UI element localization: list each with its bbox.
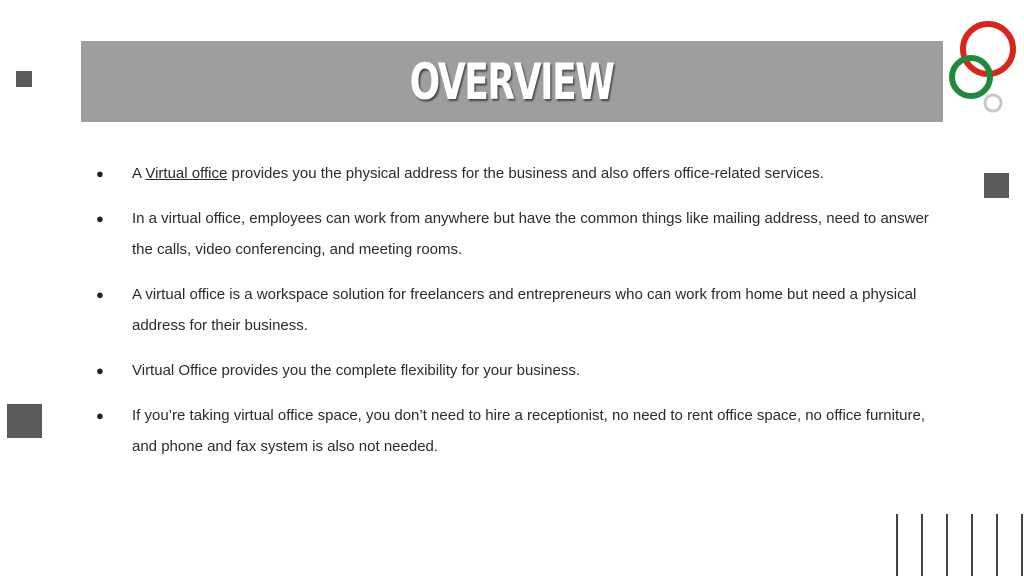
decorative-square-bottom-left — [7, 404, 42, 438]
bullet-dot: ● — [96, 408, 104, 423]
decorative-square-top-left — [16, 71, 32, 87]
bullet-dot: ● — [96, 166, 104, 181]
bullet-prefix: A — [132, 165, 146, 182]
bullet-text: If you’re taking virtual office space, you don’t need to hire a receptionist, no need to rent office space, no office furniture, and phone and fax system is also not needed. — [132, 407, 925, 455]
bullet-dot: ● — [96, 363, 104, 378]
virtual-office-link[interactable]: Virtual office — [145, 165, 228, 182]
bullet-text: Virtual Office provides you the complete flexibility for your business. — [132, 362, 580, 379]
decorative-vertical-lines — [894, 514, 1024, 576]
bullet-text: A virtual office is a workspace solution for freelancers and entrepreneurs who can work from home but need a physical address for their business. — [132, 286, 917, 334]
bullet-dot: ● — [96, 211, 104, 226]
bullet-item — [96, 158, 946, 189]
bullet-item — [96, 355, 946, 386]
decorative-square-right — [984, 173, 1009, 198]
bullet-suffix: provides you the physical address for the business and also offers office-related services. — [227, 165, 824, 182]
bullet-text: In a virtual office, employees can work from anywhere but have the common things like mailing address, need to answer the calls, video conferencing, and meeting rooms. — [132, 210, 929, 258]
bullet-list — [96, 158, 946, 476]
slide-title: OVERVIEW — [410, 52, 614, 111]
bullet-item — [96, 203, 946, 265]
title-banner — [81, 41, 943, 122]
rings-logo-icon — [945, 20, 1023, 116]
bullet-item — [96, 400, 946, 462]
bullet-dot: ● — [96, 287, 104, 302]
bullet-item — [96, 279, 946, 341]
